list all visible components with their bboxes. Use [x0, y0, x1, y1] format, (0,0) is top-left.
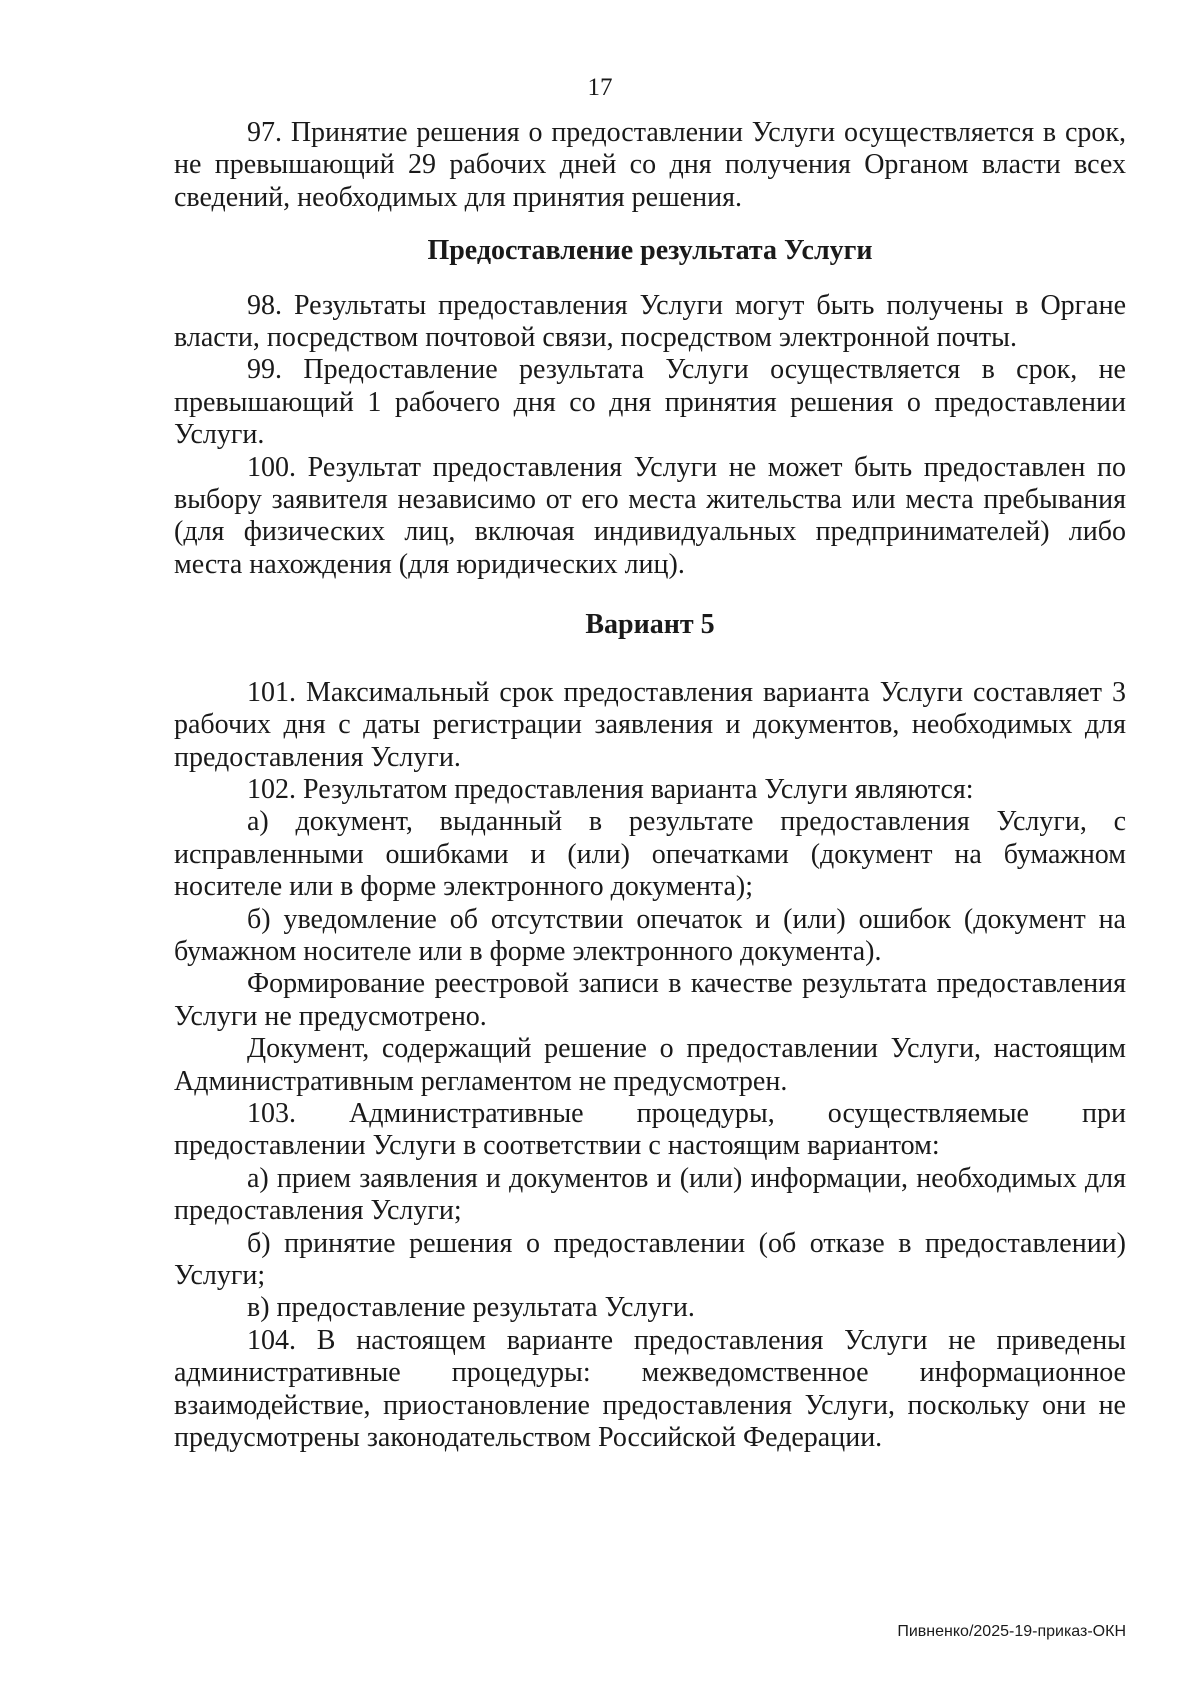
paragraph-102: 102. Результатом предоставления варианта Услуги являются:: [247, 773, 974, 805]
paragraph-99: 99. Предоставление результата Услуги осуществляется в срок, не превышающий 1 рабочего дня со дня принятия решения о предоставлении Услуги.: [174, 354, 1126, 451]
paragraph-103-c: в) предоставление результата Услуги.: [247, 1292, 695, 1324]
paragraph-100: 100. Результат предоставления Услуги не может быть предоставлен по выбору заявителя независимо от его места жительства или места пребывания (для физических лиц, включая индивидуальных предпринимателей) либо места нахождения (для юридических лиц).: [174, 451, 1126, 580]
page-number: 17: [587, 74, 613, 101]
paragraph-101: 101. Максимальный срок предоставления варианта Услуги составляет 3 рабочих дня с даты регистрации заявления и документов, необходимых для предоставления Услуги.: [174, 676, 1126, 773]
paragraph-103-b: б) принятие решения о предоставлении (об отказе в предоставлении) Услуги;: [174, 1227, 1126, 1291]
footer-document-code: Пивненко/2025-19-приказ-ОКН: [897, 1623, 1126, 1640]
section-heading-result: Предоставление результата Услуги: [427, 235, 873, 267]
paragraph-102-b: б) уведомление об отсутствии опечаток и (или) ошибок (документ на бумажном носителе или в форме электронного документа).: [174, 903, 1126, 967]
paragraph-98: 98. Результаты предоставления Услуги могут быть получены в Органе власти, посредством почтовой связи, посредством электронной почты.: [174, 289, 1126, 354]
paragraph-97: 97. Принятие решения о предоставлении Услуги осуществляется в срок, не превышающий 29 рабочих дней со дня получения Органом власти всех сведений, необходимых для принятия решения.: [174, 117, 1126, 213]
document-body: [174, 117, 1126, 1454]
section-heading-variant-5: Вариант 5: [585, 609, 715, 641]
paragraph-104: 104. В настоящем варианте предоставления Услуги не приведены административные процедуры: межведомственное информационное взаимодействие, приостановление предоставления Услуги, поскольку они не предусмотрены законодательством Российской Федерации.: [174, 1324, 1126, 1454]
paragraph-decision-document-note: Документ, содержащий решение о предоставлении Услуги, настоящим Административным регламентом не предусмотрен.: [174, 1033, 1126, 1097]
paragraph-registry-note: Формирование реестровой записи в качестве результата предоставления Услуги не предусмотрено.: [174, 968, 1126, 1032]
paragraph-102-a: а) документ, выданный в результате предоставления Услуги, с исправленными ошибками и (или) опечатками (документ на бумажном носителе или в форме электронного документа);: [174, 806, 1126, 903]
paragraph-103: 103. Административные процедуры, осуществляемые при предоставлении Услуги в соответствии с настоящим вариантом:: [174, 1097, 1126, 1162]
paragraph-103-a: а) прием заявления и документов и (или) информации, необходимых для предоставления Услуги;: [174, 1162, 1126, 1227]
